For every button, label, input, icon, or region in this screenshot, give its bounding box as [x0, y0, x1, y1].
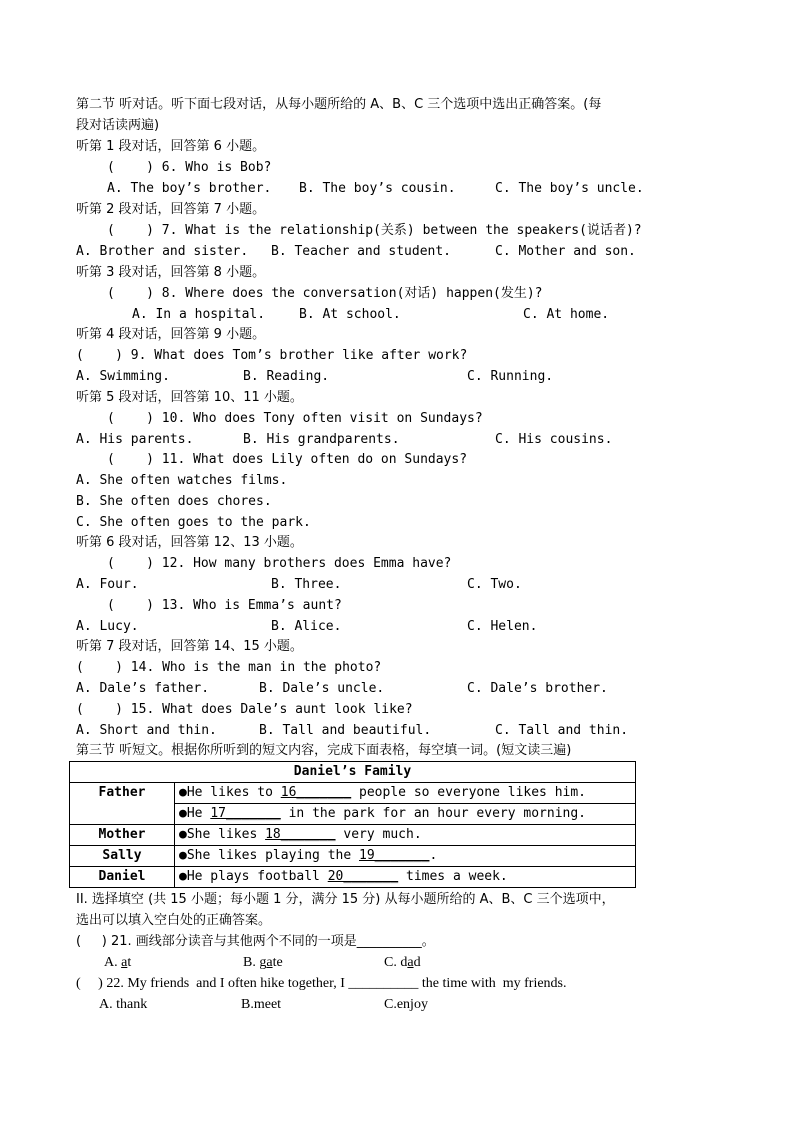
- section2-title: 第二节 听对话。听下面七段对话，从每小题所给的 A、B、C 三个选项中选出正确答案。(每: [76, 97, 602, 112]
- q13-option-b[interactable]: B. Alice.: [271, 619, 342, 634]
- q8-stem: ( ) 8. Where does the conversation(对话) happen(发生)?: [107, 286, 543, 301]
- q8-option-a[interactable]: A. In a hospital.: [132, 307, 266, 322]
- row-label-father: Father: [70, 783, 175, 825]
- dialog2-intro: 听第 2 段对话，回答第 7 小题。: [76, 202, 266, 217]
- section2-title-cont: 段对话读两遍): [76, 118, 160, 133]
- q15-option-a[interactable]: A. Short and thin.: [76, 723, 217, 738]
- sally-line: ●She likes playing the 19_______.: [175, 846, 636, 867]
- q12-option-a[interactable]: A. Four.: [76, 577, 139, 592]
- q7-option-c[interactable]: C. Mother and son.: [495, 244, 636, 259]
- row-label-mother: Mother: [70, 825, 175, 846]
- q7-stem: ( ) 7. What is the relationship(关系) between the speakers(说话者)?: [107, 223, 642, 238]
- q10-option-a[interactable]: A. His parents.: [76, 432, 194, 447]
- q10-stem: ( ) 10. Who does Tony often visit on Sundays?: [107, 411, 483, 426]
- dialog3-intro: 听第 3 段对话，回答第 8 小题。: [76, 265, 266, 280]
- q13-option-c[interactable]: C. Helen.: [467, 619, 538, 634]
- q22-stem: ( ) 22. My friends and I often hike together, I __________ the time with my friends.: [76, 976, 567, 991]
- part2-title-cont: 选出可以填入空白处的正确答案。: [76, 913, 272, 928]
- q11-option-c[interactable]: C. She often goes to the park.: [76, 515, 311, 530]
- q14-option-b[interactable]: B. Dale’s uncle.: [259, 681, 385, 696]
- q9-stem: ( ) 9. What does Tom’s brother like after work?: [76, 348, 468, 363]
- q22-option-b[interactable]: B.meet: [241, 997, 282, 1012]
- q12-stem: ( ) 12. How many brothers does Emma have?: [107, 556, 452, 571]
- q15-option-b[interactable]: B. Tall and beautiful.: [259, 723, 432, 738]
- q21-option-b[interactable]: B. gate: [243, 955, 283, 970]
- q6-option-c[interactable]: C. The boy’s uncle.: [495, 181, 644, 196]
- q8-option-c[interactable]: C. At home.: [523, 307, 610, 322]
- dialog4-intro: 听第 4 段对话，回答第 9 小题。: [76, 327, 266, 342]
- blank-16[interactable]: 16_______: [280, 785, 352, 800]
- q14-stem: ( ) 14. Who is the man in the photo?: [76, 660, 382, 675]
- q11-stem: ( ) 11. What does Lily often do on Sundays?: [107, 452, 468, 467]
- daniel-family-table: [69, 761, 636, 888]
- q6-stem: ( ) 6. Who is Bob?: [107, 160, 272, 175]
- blank-18[interactable]: 18_______: [265, 827, 336, 842]
- table-title: Daniel’s Family: [70, 762, 636, 783]
- q7-option-a[interactable]: A. Brother and sister.: [76, 244, 249, 259]
- q13-stem: ( ) 13. Who is Emma’s aunt?: [107, 598, 342, 613]
- q9-option-c[interactable]: C. Running.: [467, 369, 554, 384]
- blank-19[interactable]: 19_______: [359, 848, 430, 863]
- q10-option-c[interactable]: C. His cousins.: [495, 432, 613, 447]
- daniel-line: ●He plays football 20_______ times a week.: [175, 867, 636, 888]
- part2-title: II. 选择填空 (共 15 小题；每小题 1 分，满分 15 分) 从每小题所给的 A、B、C 三个选项中，: [76, 892, 615, 907]
- q22-option-c[interactable]: C.enjoy: [384, 997, 428, 1012]
- q21-stem: ( ) 21. 画线部分读音与其他两个不同的一项是__________。: [76, 934, 435, 949]
- dialog1-intro: 听第 1 段对话，回答第 6 小题。: [76, 139, 266, 154]
- q6-option-b[interactable]: B. The boy’s cousin.: [299, 181, 456, 196]
- mother-line: ●She likes 18_______ very much.: [175, 825, 636, 846]
- blank-17[interactable]: 17_______: [210, 806, 281, 821]
- q15-stem: ( ) 15. What does Dale’s aunt look like?: [76, 702, 413, 717]
- q21-option-a[interactable]: A. at: [104, 955, 132, 970]
- q13-option-a[interactable]: A. Lucy.: [76, 619, 139, 634]
- q12-option-c[interactable]: C. Two.: [467, 577, 522, 592]
- section3-title: 第三节 听短文。根据你所听到的短文内容，完成下面表格，每空填一词。(短文读三遍): [76, 743, 572, 758]
- q21-option-c[interactable]: C. dad: [384, 955, 421, 970]
- dialog7-intro: 听第 7 段对话，回答第 14、15 小题。: [76, 639, 303, 654]
- q11-option-a[interactable]: A. She often watches films.: [76, 473, 288, 488]
- q12-option-b[interactable]: B. Three.: [271, 577, 342, 592]
- q9-option-a[interactable]: A. Swimming.: [76, 369, 170, 384]
- q8-option-b[interactable]: B. At school.: [299, 307, 401, 322]
- q7-option-b[interactable]: B. Teacher and student.: [271, 244, 452, 259]
- q22-option-a[interactable]: A. thank: [99, 997, 148, 1012]
- q14-option-a[interactable]: A. Dale’s father.: [76, 681, 210, 696]
- row-label-daniel: Daniel: [70, 867, 175, 888]
- q9-option-b[interactable]: B. Reading.: [243, 369, 330, 384]
- blank-20[interactable]: 20_______: [327, 869, 399, 884]
- dialog5-intro: 听第 5 段对话，回答第 10、11 小题。: [76, 390, 303, 405]
- q15-option-c[interactable]: C. Tall and thin.: [495, 723, 629, 738]
- father-line-1: ●He likes to 16_______ people so everyone likes him.: [175, 783, 636, 804]
- q10-option-b[interactable]: B. His grandparents.: [243, 432, 400, 447]
- father-line-2: ●He 17_______ in the park for an hour every morning.: [175, 804, 636, 825]
- q14-option-c[interactable]: C. Dale’s brother.: [467, 681, 608, 696]
- q11-option-b[interactable]: B. She often does chores.: [76, 494, 272, 509]
- dialog6-intro: 听第 6 段对话，回答第 12、13 小题。: [76, 535, 303, 550]
- row-label-sally: Sally: [70, 846, 175, 867]
- q6-option-a[interactable]: A. The boy’s brother.: [107, 181, 272, 196]
